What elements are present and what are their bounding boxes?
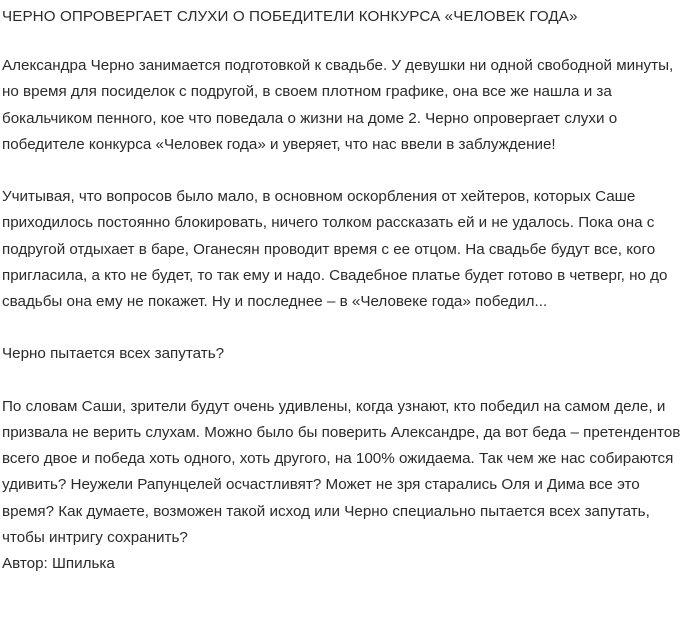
paragraph-spacer-2: [2, 315, 693, 341]
article-paragraph-1: Александра Черно занимается подготовкой к свадьбе. У девушки ни одной свободной минуты, но время для посиделок с подругой, в своем плотном графике, она все же нашла и за бокальчиком пенного, кое что поведала о жизни на доме 2. Черно опровергает слухи о победителе конкурса «Человек года» и уверяет, что нас ввели в заблуждение!: [2, 57, 674, 153]
paragraph-spacer-1: [2, 158, 693, 184]
article-body: [2, 27, 693, 577]
article-title: ЧЕРНО ОПРОВЕРГАЕТ СЛУХИ О ПОБЕДИТЕЛИ КОНКУРСА «ЧЕЛОВЕК ГОДА»: [2, 8, 578, 25]
paragraph-spacer-3: [2, 368, 693, 394]
article-author-line: Автор: Шпилька: [2, 555, 115, 572]
article-paragraph-2: Учитывая, что вопросов было мало, в основном оскорбления от хейтеров, которых Саше приходилось постоянно блокировать, ничего толком рассказать ей и не удалось. Пока она с подругой отдыхает в баре, Оганесян проводит время с ее отцом. На свадьбе будут все, кого пригласила, а кто не будет, то так ему и надо. Свадебное платье будет готово в четверг, но до свадьбы она ему не покажет. Ну и последнее – в «Человеке года» победил...: [2, 188, 668, 310]
article-question-heading: Черно пытается всех запутать?: [2, 345, 225, 363]
title-body-spacer: [2, 27, 693, 53]
article-paragraph-4: По словам Саши, зрители будут очень удивлены, когда узнают, кто победил на самом деле, и призвала не верить слухам. Можно было бы поверить Александре, да вот беда – претендентов всего двое и победа хоть одного, хоть другого, на 100% ожидаема. Так чем же нас собираются удивить? Неужели Рапунцелей осчастливят? Может не зря старались Оля и Дима все это время? Как думаете, возможен такой исход или Черно специально пытается всех запутать, чтобы интригу сохранить?: [2, 397, 681, 546]
